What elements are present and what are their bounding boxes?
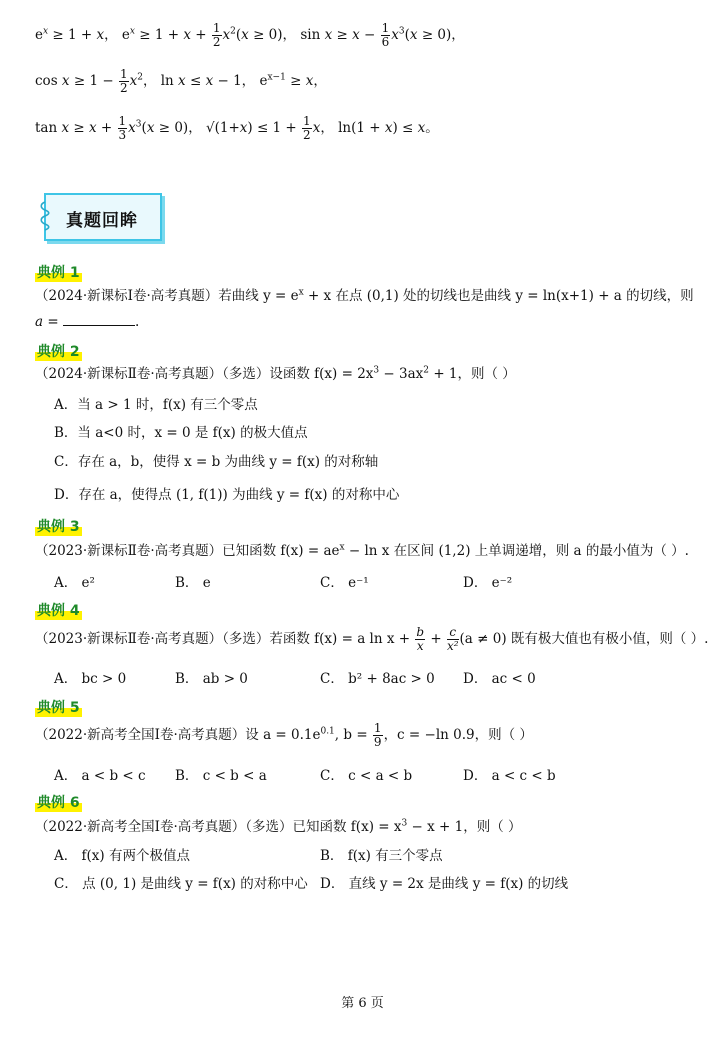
example-tag-4: 典例 4 (35, 600, 82, 620)
section-banner (44, 193, 162, 241)
example-tag-5: 典例 5 (35, 697, 82, 717)
example-3-question: （2023·新课标Ⅱ卷·高考真题）已知函数 $f(x) = ae^x - \ln x$ 在区间 (1,2) 上单调递增，则 a 的最小值为（ ）. (35, 542, 689, 559)
inequality-line-3: tan x ≥ x + $\frac{1}{3}$ $x^3(x \ge 0)$， √(1+x) ≤ 1 + $\frac{1}{2}$ x， ln(1 + x) ≤ x。 (35, 114, 439, 142)
example-2-option-a: A．当 a > 1 时，f(x) 有三个零点 (54, 397, 258, 413)
example-6-question: （2022·新高考全国Ⅰ卷·高考真题）（多选）已知函数 $f(x) = x^3 - x + 1$，则（ ） (35, 818, 522, 835)
example-tag-2: 典例 2 (35, 341, 82, 361)
inequality-line-2: cos x ≥ 1 − $\frac{1}{2}$ $x^2$， ln x ≤ x − 1， $e^{x-1} \ge x$， (35, 67, 327, 95)
example-6-option-b: B． f(x) 有三个零点 (320, 848, 443, 864)
example-tag-1: 典例 1 (35, 262, 82, 282)
example-5-option-b: B． c < b < a (175, 768, 267, 784)
section-title: 真题回眸 (66, 211, 138, 231)
example-4-option-d: D． ac < 0 (463, 671, 536, 687)
example-tag-6: 典例 6 (35, 792, 82, 812)
example-3-option-d: D． e⁻² (463, 575, 513, 591)
spiral-binding-icon (40, 200, 50, 234)
example-3-option-b: B． e (175, 575, 211, 591)
example-2-option-c: C．存在 a，b，使得 x = b 为曲线 y = f(x) 的对称轴 (54, 454, 379, 470)
example-4-option-c: C． b² + 8ac > 0 (320, 671, 435, 687)
inequality-line-1: $e^x \ge 1 + x$， $e^x \ge 1 + x$ + $\frac{1}{2}$ $x^2(x \ge 0)$， sin x ≥ x − $\frac{1}{6}$ $x^3(x \ge 0)$， (35, 21, 465, 49)
example-6-option-a: A． f(x) 有两个极值点 (54, 848, 190, 864)
answer-blank[interactable] (63, 313, 135, 326)
example-1-question: （2024·新课标Ⅰ卷·高考真题）若曲线 $y = e^x + x$ 在点 (0,1) 处的切线也是曲线 y = ln(x+1) + a 的切线，则 (35, 287, 694, 304)
example-4-option-a: A． bc > 0 (54, 671, 127, 687)
example-2-option-d: D．存在 a，使得点 (1, f(1)) 为曲线 y = f(x) 的对称中心 (54, 487, 400, 503)
example-5-option-a: A． a < b < c (54, 768, 146, 784)
example-2-option-b: B．当 a<0 时，x = 0 是 f(x) 的极大值点 (54, 425, 308, 441)
example-5-option-c: C． c < a < b (320, 768, 413, 784)
example-6-option-c: C． 点 (0, 1) 是曲线 y = f(x) 的对称中心 (54, 876, 308, 892)
example-6-option-d: D． 直线 y = 2x 是曲线 y = f(x) 的切线 (320, 876, 569, 892)
example-2-question: （2024·新课标Ⅱ卷·高考真题）（多选）设函数 $f(x) = 2x^3 - 3ax^2 + 1$，则（ ） (35, 365, 516, 382)
example-tag-3: 典例 3 (35, 516, 82, 536)
example-3-option-c: C． e⁻¹ (320, 575, 369, 591)
example-3-option-a: A． e² (54, 575, 95, 591)
example-4-option-b: B． ab > 0 (175, 671, 248, 687)
example-5-option-d: D． a < c < b (463, 768, 556, 784)
page-number: 第 6 页 (341, 996, 384, 1011)
example-5-question: （2022·新高考全国Ⅰ卷·高考真题）设 $a = 0.1e^{0.1}$, b = $\frac{1}{9}$ ，c = −ln 0.9，则（ ） (35, 721, 533, 749)
example-4-question: （2023·新课标Ⅱ卷·高考真题）（多选）若函数 f(x) = a ln x + $\frac{b}{x}$ + $\frac{c}{\text{x²}}(a \ne 0)$ 既有极大值也有极小值，则（ ）. (35, 625, 709, 653)
example-1-answer-line: a = . (35, 314, 140, 330)
